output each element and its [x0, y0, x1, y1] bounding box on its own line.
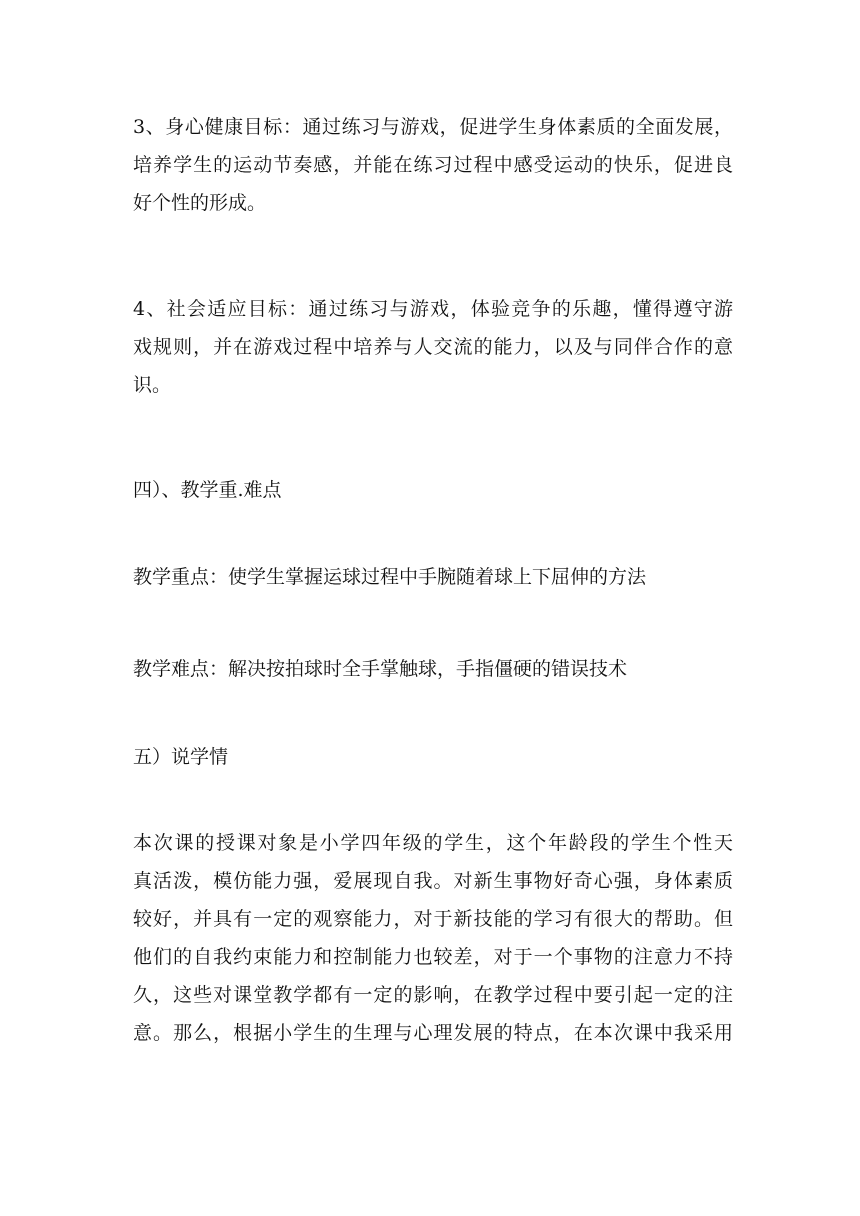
paragraph-line: 真活泼，模仿能力强，爱展现自我。对新生事物好奇心强，身体素质: [133, 870, 733, 892]
paragraph-line: 识。: [133, 374, 172, 396]
paragraph-line: 好个性的形成。: [133, 192, 267, 214]
paragraph-line: 培养学生的运动节奏感，并能在练习过程中感受运动的快乐，促进良: [133, 154, 733, 176]
goal-3-paragraph: [133, 108, 733, 222]
paragraph-line: 本次课的授课对象是小学四年级的学生，这个年龄段的学生个性天: [133, 832, 733, 854]
paragraph-line: 意。那么，根据小学生的生理与心理发展的特点，在本次课中我采用: [133, 1022, 733, 1044]
paragraph-line: 久，这些对课堂教学都有一定的影响，在教学过程中要引起一定的注: [133, 984, 733, 1006]
section-5-heading: 五）说学情: [133, 746, 229, 768]
goal-4-paragraph: [133, 290, 733, 404]
paragraph-line: 3、身心健康目标：通过练习与游戏，促进学生身体素质的全面发展，: [133, 116, 733, 138]
section-4-heading: 四）、教学重.难点: [133, 479, 282, 501]
key-point-text: 教学重点：使学生掌握运球过程中手腕随着球上下屈伸的方法: [133, 566, 647, 588]
student-analysis-paragraph: [133, 824, 733, 1052]
paragraph-line: 较好，并具有一定的观察能力，对于新技能的学习有很大的帮助。但: [133, 908, 733, 930]
paragraph-line: 他们的自我约束能力和控制能力也较差，对于一个事物的注意力不持: [133, 946, 733, 968]
difficult-point-text: 教学难点：解决按拍球时全手掌触球，手指僵硬的错误技术: [133, 658, 628, 680]
paragraph-line: 4、社会适应目标：通过练习与游戏，体验竞争的乐趣，懂得遵守游: [133, 298, 733, 320]
paragraph-line: 戏规则，并在游戏过程中培养与人交流的能力，以及与同伴合作的意: [133, 336, 733, 358]
